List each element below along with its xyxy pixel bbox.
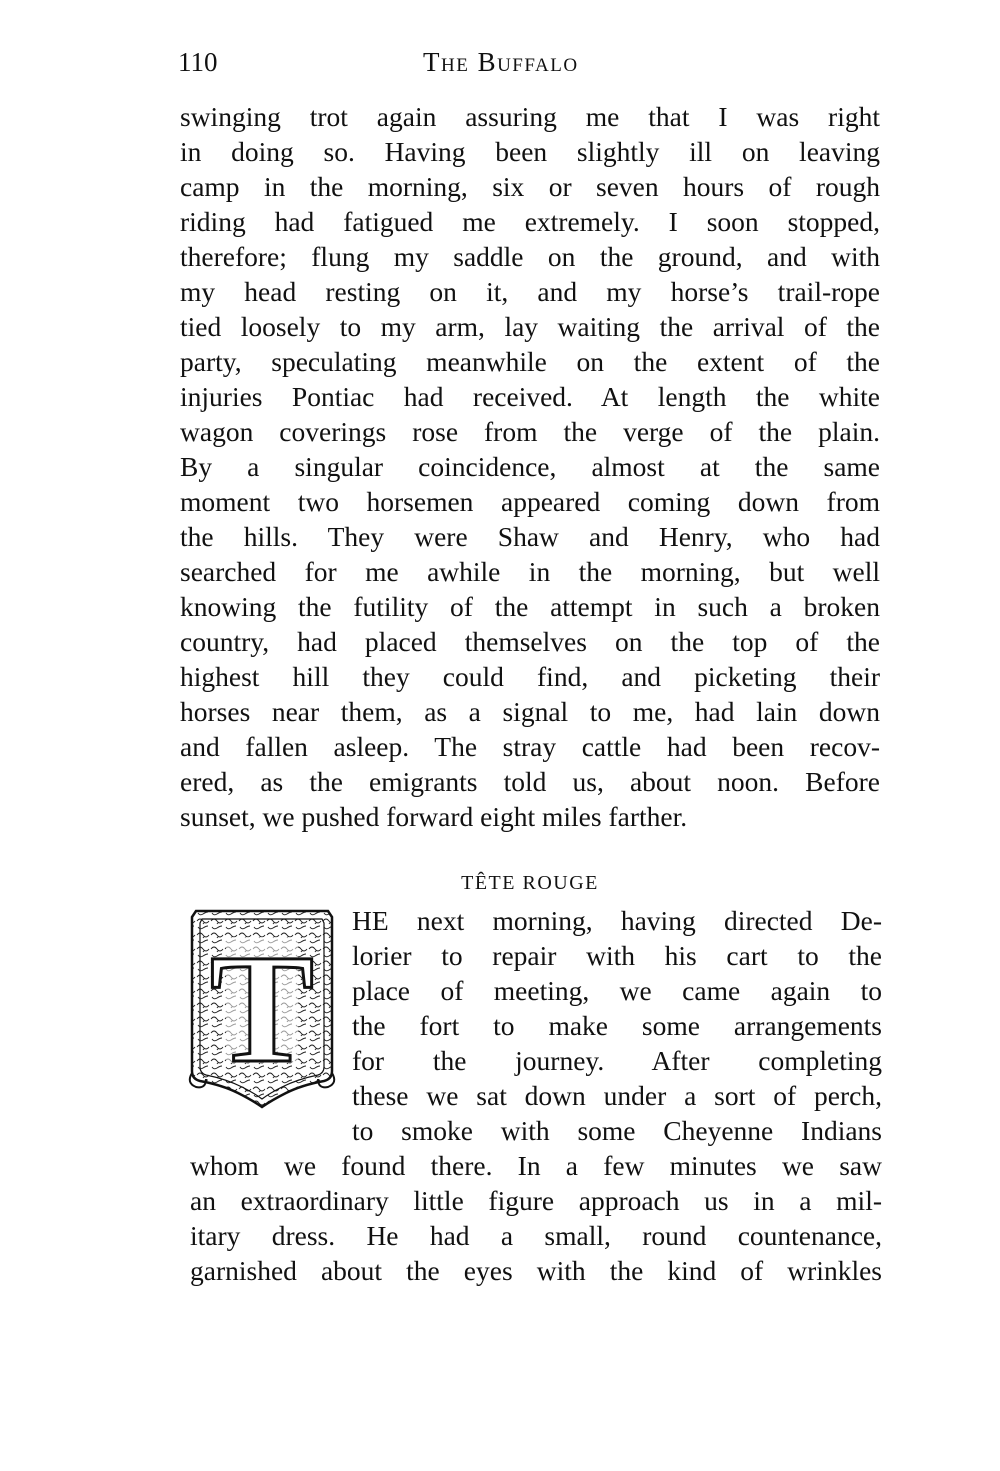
- text-line: therefore; flung my saddle on the ground, and with: [180, 241, 880, 272]
- text-line: By a singular coincidence, almost at the same: [180, 451, 880, 482]
- text-line: these we sat down under a sort of perch,: [352, 1080, 882, 1111]
- text-line: the fort to make some arrangements: [352, 1010, 882, 1041]
- text-line: party, speculating meanwhile on the extent of the: [180, 346, 880, 377]
- paragraph-1: [180, 99, 880, 834]
- text-line: my head resting on it, and my horse’s trail-rope: [180, 276, 880, 307]
- text-line: garnished about the eyes with the kind of wrinkles: [190, 1255, 882, 1286]
- text-line: tied loosely to my arm, lay waiting the arrival of the: [180, 311, 880, 342]
- paragraph-2: [190, 1148, 882, 1288]
- text-line: HE next morning, having directed De-: [352, 905, 882, 936]
- text-line: lorier to repair with his cart to the: [352, 940, 882, 971]
- text-line: ered, as the emigrants told us, about noon. Before: [180, 766, 880, 797]
- text-line: country, had placed themselves on the top of the: [180, 626, 880, 657]
- text-line: horses near them, as a signal to me, had lain down: [180, 696, 880, 727]
- text-line: swinging trot again assuring me that I was right: [180, 101, 880, 132]
- text-line: and fallen asleep. The stray cattle had been recov-: [180, 731, 880, 762]
- text-line: for the journey. After completing: [352, 1045, 882, 1076]
- text-line: to smoke with some Cheyenne Indians: [352, 1115, 882, 1146]
- drop-cap-ornament: [182, 903, 342, 1113]
- text-line: riding had fatigued me extremely. I soon stopped,: [180, 206, 880, 237]
- text-line: sunset, we pushed forward eight miles farther.: [180, 801, 688, 832]
- text-line: whom we found there. In a few minutes we saw: [190, 1150, 882, 1181]
- text-line: place of meeting, we came again to: [352, 975, 882, 1006]
- text-line: injuries Pontiac had received. At length the white: [180, 381, 880, 412]
- text-line: moment two horsemen appeared coming down from: [180, 486, 880, 517]
- text-line: in doing so. Having been slightly ill on leaving: [180, 136, 880, 167]
- page-number: 110: [178, 47, 218, 77]
- drop-cap-paragraph: [352, 903, 882, 1148]
- text-line: the hills. They were Shaw and Henry, who had: [180, 521, 880, 552]
- running-title: The Buffalo: [423, 47, 579, 77]
- drop-cap-letter: T: [209, 922, 315, 1095]
- text-line: highest hill they could find, and picketing their: [180, 661, 880, 692]
- text-line: knowing the futility of the attempt in such a broken: [180, 591, 880, 622]
- text-line: wagon coverings rose from the verge of the plain.: [180, 416, 880, 447]
- text-line: camp in the morning, six or seven hours of rough: [180, 171, 880, 202]
- text-line: searched for me awhile in the morning, but well: [180, 556, 880, 587]
- section-heading: TÊTE ROUGE: [461, 872, 599, 894]
- text-line: itary dress. He had a small, round countenance,: [190, 1220, 882, 1251]
- text-line: an extraordinary little figure approach us in a mil-: [190, 1185, 882, 1216]
- running-head: [178, 42, 878, 82]
- drop-cap-ornament-icon: [182, 903, 342, 1113]
